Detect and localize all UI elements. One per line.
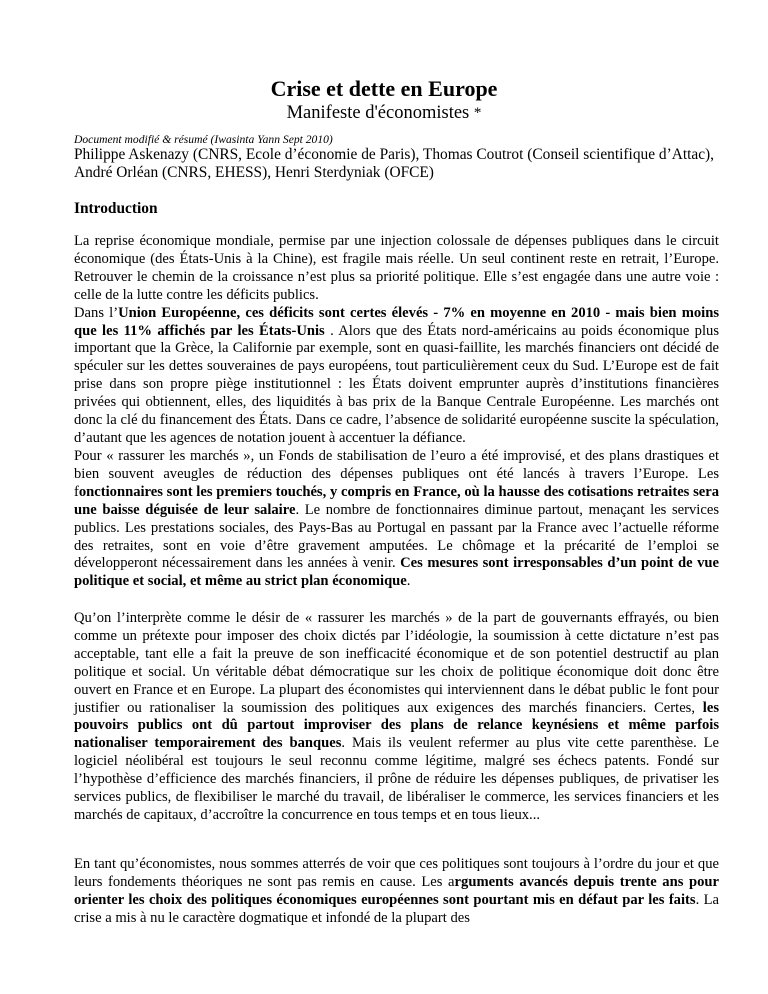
- footnote-marker: *: [473, 105, 482, 121]
- paragraph: [74, 233, 719, 448]
- paragraph: [74, 856, 719, 928]
- emphasized-text: rguments avancés depuis trente ans pour orienter les choix des politiques économiques européennes sont pourtant mis en défaut par les faits: [74, 873, 719, 908]
- text-run: Pour « rassurer les marchés », un Fonds de stabilisation de l’euro a été improvisé, et des plans drastiques et bien souvent aveugles de réduction des dépenses publiques ont été lancés à travers l’Europe. Les f: [74, 448, 719, 500]
- authors-line: Philippe Askenazy (CNRS, Ecole d’économie de Paris), Thomas Coutrot (Conseil scientifique d’Attac), André Orléan (CNRS, EHESS), Henri Sterdyniak (OFCE): [74, 146, 715, 181]
- text-run: Dans l’: [74, 304, 119, 321]
- paragraph: [74, 448, 719, 591]
- section-heading-introduction: Introduction: [74, 200, 158, 217]
- revision-note: Document modifié & résumé (Iwasinta Yann Sept 2010): [74, 133, 333, 146]
- emphasized-text: Ces mesures sont irresponsables d’un point de vue politique et social, et même au strict plan économique: [74, 555, 719, 590]
- paragraph: [74, 610, 719, 825]
- text-run: . La crise a mis à nu le caractère dogmatique et infondé de la plupart des: [74, 891, 719, 926]
- text-run: .: [406, 573, 411, 590]
- text-run: . Le nombre de fonctionnaires diminue partout, menaçant les services publics. Les prestations sociales, des Pays-Bas au Portugal en passant par la France avec l’actuelle réforme des retraites, sont en voie d’être gravement amputées. Le chômage et la précarité de l’emploi se développeront nécessairement dans les années à venir.: [74, 501, 719, 572]
- text-run: . Mais ils veulent refermer au plus vite cette parenthèse. Le logiciel néolibéral est toujours le seul reconnu comme légitime, malgré ses échecs patents. Fondé sur l’hypothèse d’efficience des marchés financiers, il prône de réduire les dépenses publiques, de privatiser les services publics, de flexibiliser le marché du travail, de libéraliser le commerce, les services financiers et les marchés de capitaux, d’accroître la concurrence en tous temps et en tous lieux...: [74, 735, 719, 823]
- document-subtitle: [0, 102, 768, 124]
- emphasized-text: Union Européenne, ces déficits sont certes élevés - 7% en moyenne en 2010 - mais bien moins que les 11% affichés par les États-Unis: [74, 304, 720, 339]
- text-run: En tant qu’économistes, nous sommes atterrés de voir que ces politiques sont toujours à l’ordre du jour et que leurs fondements théoriques ne sont pas remis en cause. Les a: [74, 856, 719, 890]
- text-run: Qu’on l’interprète comme le désir de « rassurer les marchés » de la part de gouvernants effrayés, ou bien comme un prétexte pour imposer des choix dictés par l’idéologie, la soumission à cette dictature n’est pas acceptable, tant elle a fait la preuve de son inefficacité économique et de son potentiel destructif au plan politique et social. Un véritable débat démocratique sur les choix de politique économique doit donc être ouvert en France et en Europe. La plupart des économistes qui interviennent dans le débat public le font pour justifier ou rationaliser la soumission des politiques aux exigences des marchés financiers. Certes,: [74, 610, 719, 716]
- document-title: Crise et dette en Europe: [270, 76, 498, 101]
- text-run: La reprise économique mondiale, permise par une injection colossale de dépenses publiques dans le circuit économique (des États-Unis à la Chine), est fragile mais réelle. Un seul continent reste en retrait, l’Europe. Retrouver le chemin de la croissance n’est plus sa priorité politique. Elle s’est engagée dans une autre voie : celle de la lutte contre les déficits publics.: [74, 233, 719, 303]
- emphasized-text: les pouvoirs publics ont dû partout improviser des plans de relance keynésiens et même parfois nationaliser temporairement des banques: [74, 699, 719, 752]
- subtitle-text: Manifeste d'économistes: [286, 103, 470, 123]
- text-run: . Alors que des États nord-américains au poids économique plus important que la Grèce, la Californie par exemple, sont en quasi-faillite, les marchés financiers ont décidé de spéculer sur les dettes souveraines de pays européens, tout particulièrement ceux du Sud. L’Europe est de fait prise dans son propre piège institutionnel : les États doivent emprunter auprès d’institutions financières privées qui obtiennent, elles, des liquidités à bas prix de la Banque Centrale Européenne. Les marchés ont donc la clé du financement des États. Dans ce cadre, l’absence de solidarité européenne suscite la spéculation, d’autant que les agences de notation jouent à accentuer la défiance.: [74, 322, 719, 446]
- emphasized-text: onctionnaires sont les premiers touchés, y compris en France, où la hausse des cotisations retraites sera une baisse déguisée de leur salaire: [74, 483, 719, 518]
